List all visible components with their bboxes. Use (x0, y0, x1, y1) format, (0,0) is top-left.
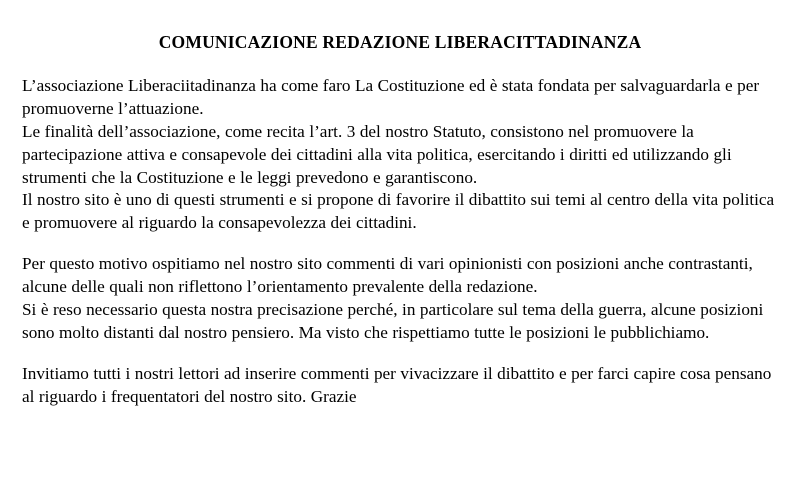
paragraph-1: L’associazione Liberaciitadinanza ha come faro La Costituzione ed è stata fondata per salvaguardarla e per promuoverne l’attuazione. (22, 76, 760, 118)
paragraph-3: Il nostro sito è uno di questi strumenti e si propone di favorire il dibattito sui temi al centro della vita politica e promuovere al riguardo la consapevolezza dei cittadini. (22, 190, 775, 233)
document-title: COMUNICAZIONE REDAZIONE LIBERACITTADINANZA (158, 32, 642, 52)
document-page (0, 32, 800, 498)
paragraph-5: Si è reso necessario questa nostra precisazione perché, in particolare sul tema della guerra, alcune posizioni sono molto distanti dal nostro pensiero. Ma visto che rispettiamo tutte le posizioni le pubblichiamo. (22, 299, 764, 342)
paragraph-spacer-1 (22, 235, 778, 253)
paragraph-spacer-2 (22, 345, 778, 363)
document-body (0, 75, 800, 408)
paragraph-4: Per questo motivo ospitiamo nel nostro sito commenti di vari opinionisti con posizioni anche contrastanti, alcune delle quali non riflettono l’orientamento prevalente della redazione. (22, 254, 753, 296)
paragraph-2: Le finalità dell’associazione, come recita l’art. 3 del nostro Statuto, consistono nel promuovere la partecipazione attiva e consapevole dei cittadini alla vita politica, esercitando i diritti ed utilizzando gli strumenti che la Costituzione e le leggi prevedono e garantiscono. (22, 121, 732, 187)
paragraph-6: Invitiamo tutti i nostri lettori ad inserire commenti per vivacizzare il dibattito e per farci capire cosa pensano al riguardo i frequentatori del nostro sito. Grazie (22, 363, 772, 406)
